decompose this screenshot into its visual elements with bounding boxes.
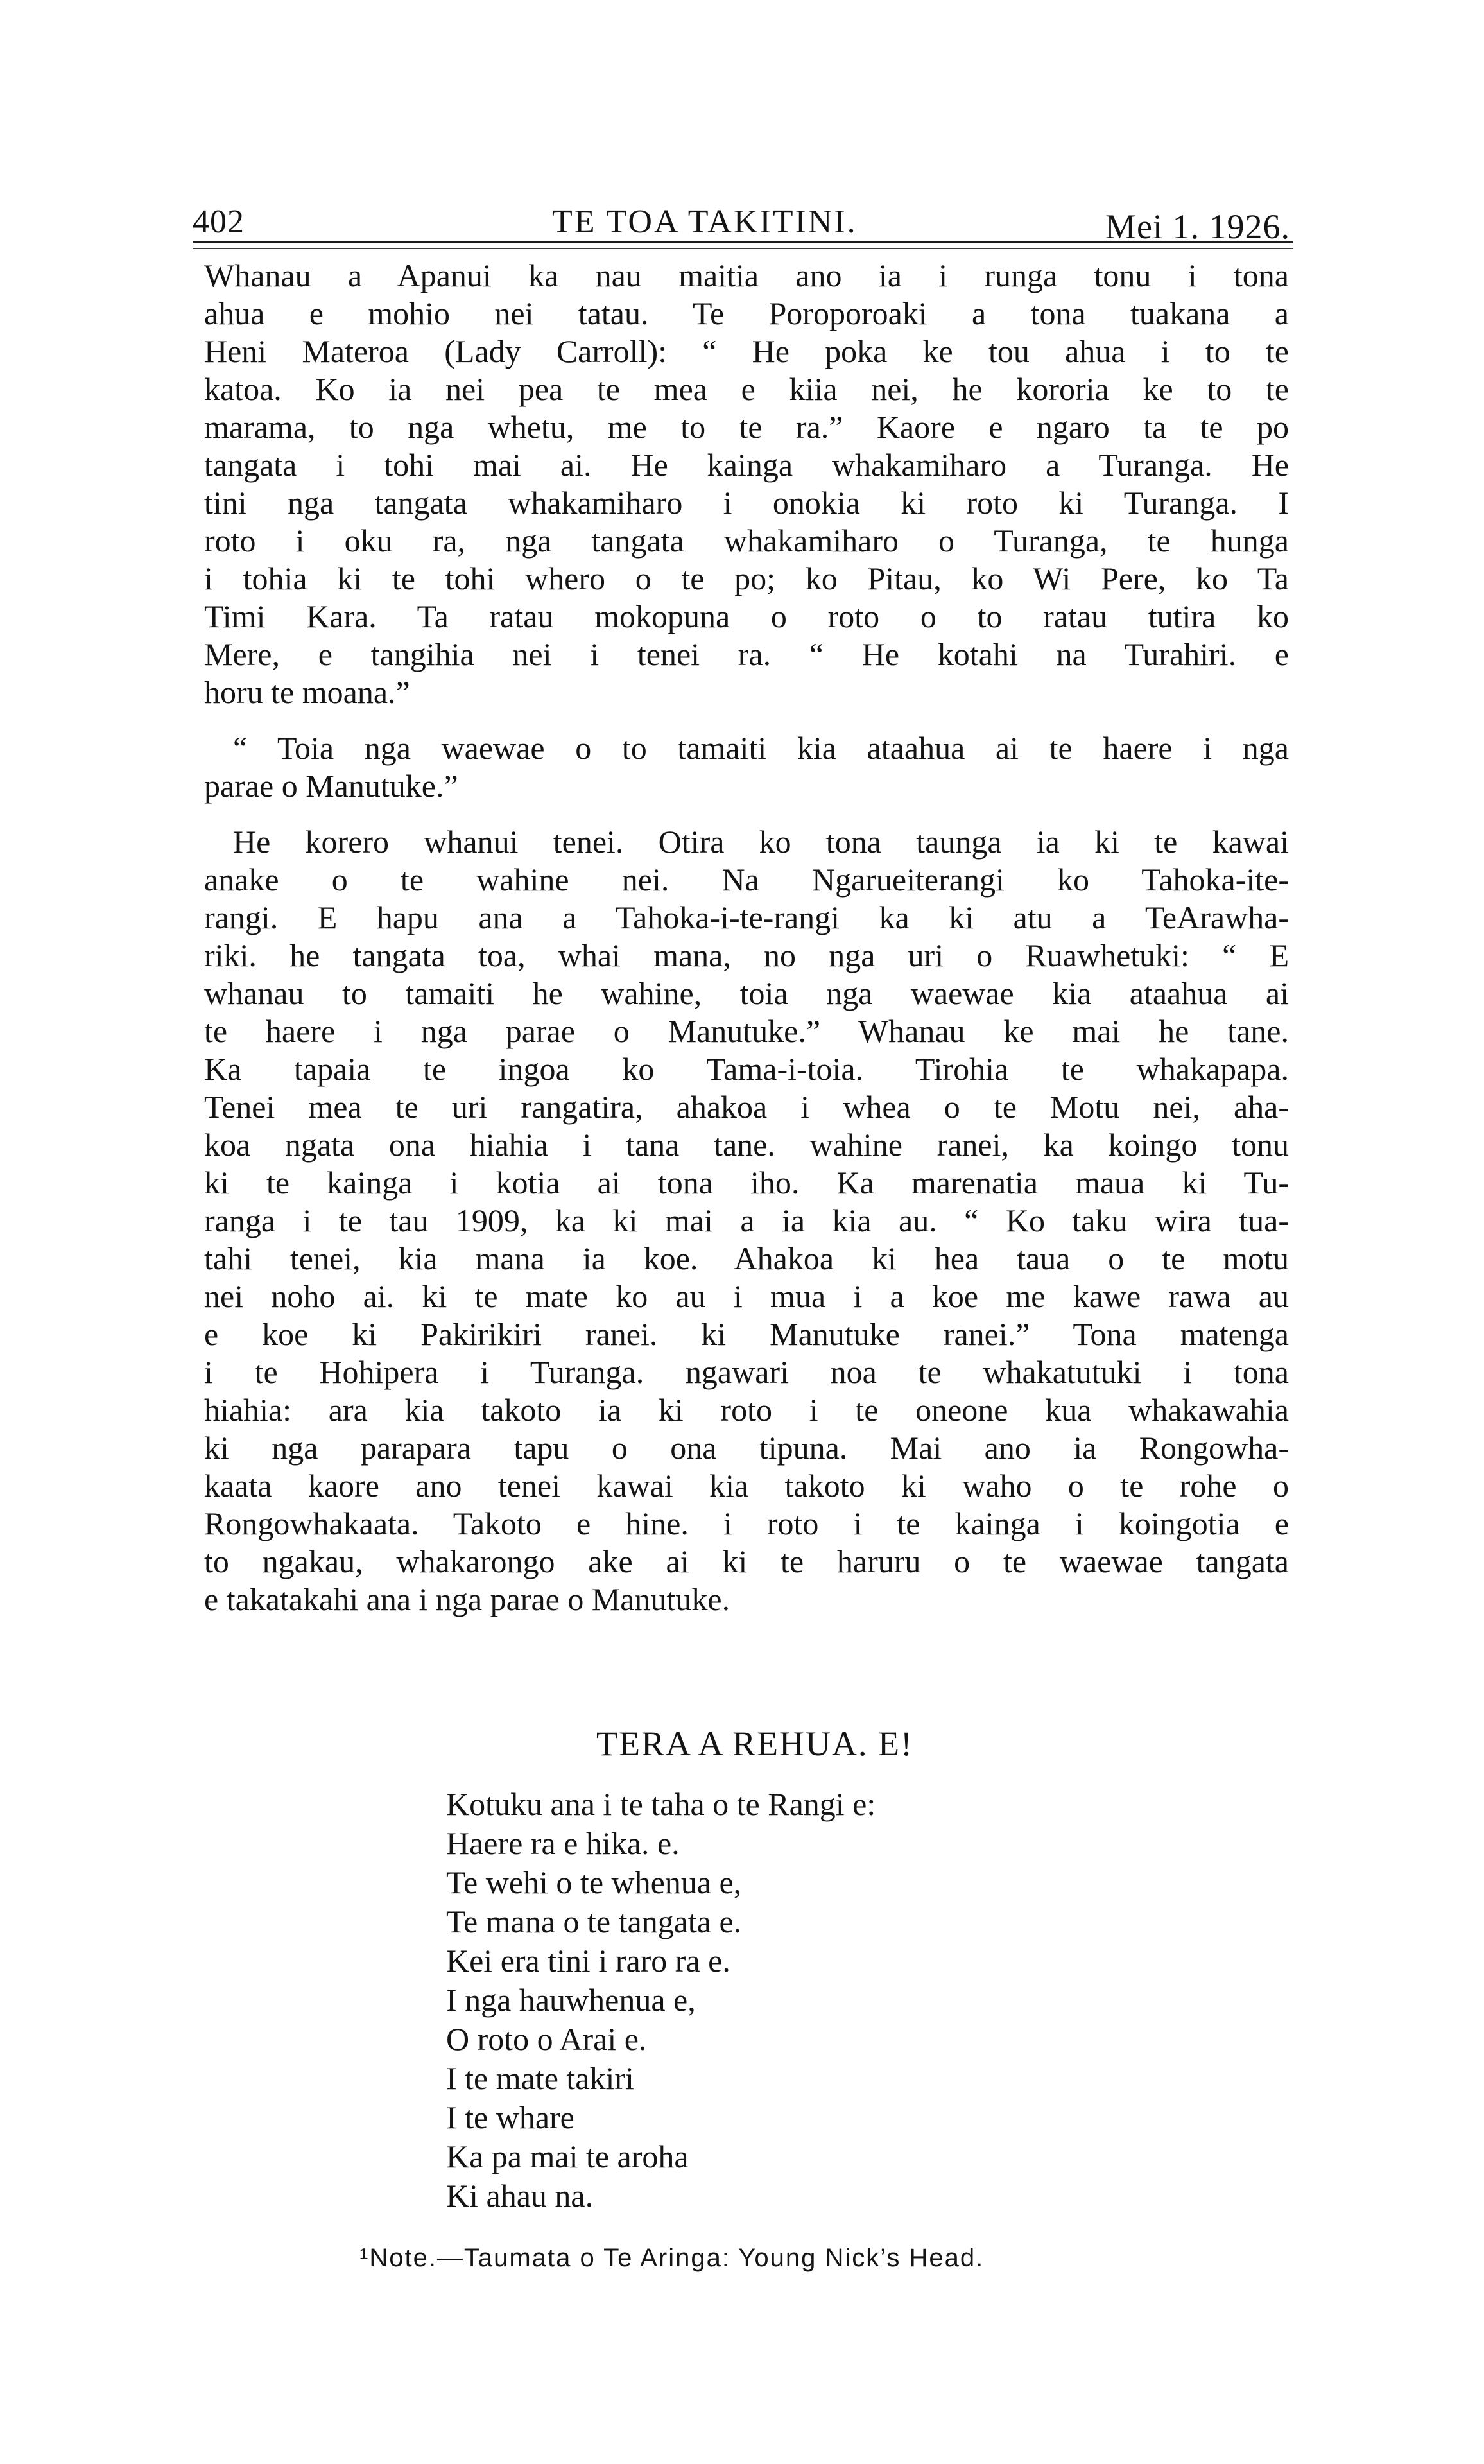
text-line: horu te moana.” [204, 674, 410, 710]
paragraph [204, 729, 1289, 805]
poem-heading [0, 1724, 1484, 1764]
text-line: i te Hohipera i Turanga. ngawari noa te whakatutuki i tona [204, 1354, 1289, 1390]
running-header [193, 190, 1290, 248]
poem-line: I nga hauwhenua e, [446, 1982, 696, 2018]
text-line: nei noho ai. ki te mate ko au i mua i a koe me kawe rawa au [204, 1278, 1289, 1314]
poem-line: Kei era tini i raro ra e. [446, 1943, 730, 1979]
poem-line: Haere ra e hika. e. [446, 1825, 680, 1861]
poem-body [446, 1785, 1281, 2216]
article-body [204, 257, 1289, 1618]
text-line: ki nga parapara tapu o ona tipuna. Mai ano ia Rongowha- [204, 1430, 1289, 1466]
poem-line: Ki ahau na. [446, 2178, 594, 2214]
text-line: tangata i tohi mai ai. He kainga whakamiharo a Turanga. He [204, 447, 1289, 483]
paragraph-gap [204, 805, 1289, 823]
issue-date: Mei 1. 1926. [1105, 207, 1290, 246]
text-line: Tenei mea te uri rangatira, ahakoa i whea o te Motu nei, aha- [204, 1089, 1289, 1125]
text-line: Heni Materoa (Lady Carroll): “ He poka ke tou ahua i to te [204, 333, 1289, 369]
text-line: ki te kainga i kotia ai tona iho. Ka marenatia maua ki Tu- [204, 1165, 1289, 1201]
text-line: Rongowhakaata. Takoto e hine. i roto i te kainga i koingotia e [204, 1505, 1289, 1541]
paragraph [204, 823, 1289, 1618]
text-line: ahua e mohio nei tatau. Te Poroporoaki a tona tuakana a [204, 295, 1289, 331]
poem-line: I te whare [446, 2099, 574, 2135]
text-line: Timi Kara. Ta ratau mokopuna o roto o to ratau tutira ko [204, 598, 1289, 634]
text-line: e koe ki Pakirikiri ranei. ki Manutuke ranei.” Tona matenga [204, 1316, 1289, 1352]
text-line: te haere i nga parae o Manutuke.” Whanau ke mai he tane. [204, 1013, 1289, 1049]
header-rule-thin [193, 248, 1293, 249]
poem-line: Te mana o te tangata e. [446, 1904, 742, 1939]
paragraph-gap [204, 711, 1289, 729]
text-line: tini nga tangata whakamiharo i onokia ki roto ki Turanga. I [204, 485, 1289, 521]
text-line: Whanau a Apanui ka nau maitia ano ia i runga tonu i tona [204, 257, 1289, 293]
text-line: He korero whanui tenei. Otira ko tona taunga ia ki te kawai [233, 824, 1289, 860]
poem-line: O roto o Arai e. [446, 2021, 647, 2057]
journal-title: TE TOA TAKITINI. [552, 204, 858, 240]
poem-line: Kotuku ana i te taha o te Rangi e: [446, 1786, 876, 1822]
text-line: ranga i te tau 1909, ka ki mai a ia kia au. “ Ko taku wira tua- [204, 1202, 1289, 1238]
text-line: parae o Manutuke.” [204, 768, 458, 804]
poem-title: TERA A REHUA. E! [596, 1724, 913, 1763]
text-line: Mere, e tangihia nei i tenei ra. “ He kotahi na Turahiri. e [204, 636, 1289, 672]
text-line: to ngakau, whakarongo ake ai ki te haruru o te waewae tangata [204, 1543, 1289, 1579]
text-line: tahi tenei, kia mana ia koe. Ahakoa ki hea taua o te motu [204, 1240, 1289, 1276]
text-line: i tohia ki te tohi whero o te po; ko Pitau, ko Wi Pere, ko Ta [204, 560, 1289, 596]
text-line: marama, to nga whetu, me to te ra.” Kaore e ngaro ta te po [204, 409, 1289, 445]
poem-line: Te wehi o te whenua e, [446, 1864, 742, 1900]
text-line: roto i oku ra, nga tangata whakamiharo o Turanga, te hunga [204, 523, 1289, 559]
text-line: Ka tapaia te ingoa ko Tama-i-toia. Tirohia te whakapapa. [204, 1051, 1289, 1087]
page-number: 402 [193, 204, 245, 240]
footnote: ¹Note.—Taumata o Te Aringa: Young Nick’s Head. [359, 2244, 985, 2272]
header-rule [193, 241, 1293, 243]
text-line: kaata kaore ano tenei kawai kia takoto ki waho o te rohe o [204, 1468, 1289, 1504]
text-line: whanau to tamaiti he wahine, toia nga waewae kia ataahua ai [204, 975, 1289, 1011]
text-line: “ Toia nga waewae o to tamaiti kia ataahua ai te haere i nga [233, 730, 1289, 766]
paragraph [204, 257, 1289, 711]
text-line: e takatakahi ana i nga parae o Manutuke. [204, 1581, 730, 1617]
text-line: riki. he tangata toa, whai mana, no nga uri o Ruawhetuki: “ E [204, 937, 1289, 973]
text-line: koa ngata ona hiahia i tana tane. wahine ranei, ka koingo tonu [204, 1127, 1289, 1163]
poem-line: I te mate takiri [446, 2060, 634, 2096]
text-line: rangi. E hapu ana a Tahoka-i-te-rangi ka ki atu a TeArawha- [204, 899, 1289, 935]
text-line: katoa. Ko ia nei pea te mea e kiia nei, he kororia ke to te [204, 371, 1289, 407]
poem-line: Ka pa mai te aroha [446, 2139, 689, 2174]
text-line: hiahia: ara kia takoto ia ki roto i te oneone kua whakawahia [204, 1392, 1289, 1428]
text-line: anake o te wahine nei. Na Ngarueiterangi ko Tahoka-ite- [204, 862, 1289, 898]
